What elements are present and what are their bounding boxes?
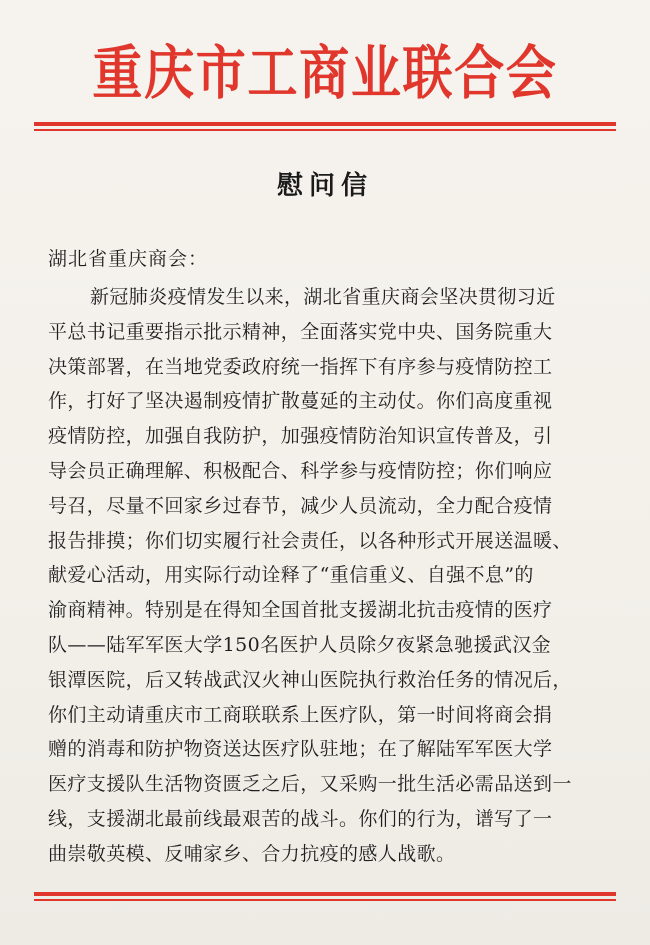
footer-rule-thick bbox=[34, 892, 616, 896]
body-line: 疫情防控，加强自我防护，加强疫情防治知识宣传普及，引 bbox=[48, 425, 553, 448]
letterhead-organization: 重庆市工商业联合会 bbox=[92, 39, 558, 107]
body-line: 渝商精神。特别是在得知全国首批支援湖北抗击疫情的医疗 bbox=[48, 599, 553, 622]
body-line: 赠的消毒和防护物资送达医疗队驻地；在了解陆军军医大学 bbox=[48, 738, 553, 761]
body-line: 作，打好了坚决遏制疫情扩散蔓延的主动仗。你们高度重视 bbox=[48, 390, 553, 413]
body-line: 医疗支援队生活物资匮乏之后，又采购一批生活必需品送到一 bbox=[48, 773, 572, 796]
body-line: 号召，尽量不回家乡过春节，减少人员流动，全力配合疫情 bbox=[48, 494, 553, 517]
body-line: 银潭医院，后又转战武汉火神山医院执行救治任务的情况后， bbox=[48, 668, 572, 691]
footer-rule-thin bbox=[34, 899, 616, 901]
body-line: 线，支援湖北最前线最艰苦的战斗。你们的行为，谱写了一 bbox=[48, 807, 553, 830]
body-line: 决策部署，在当地党委政府统一指挥下有序参与疫情防控工 bbox=[48, 355, 553, 378]
letter-salutation: 湖北省重庆商会： bbox=[48, 248, 209, 270]
body-line: 曲崇敬英模、反哺家乡、合力抗疫的感人战歌。 bbox=[48, 842, 456, 865]
letterhead-rule-thick bbox=[34, 122, 616, 126]
body-line: 队——陆军军医大学150名医护人员除夕夜紧急驰援武汉金 bbox=[48, 633, 552, 656]
letter-body bbox=[48, 280, 618, 872]
body-line: 平总书记重要指示批示精神，全面落实党中央、国务院重大 bbox=[48, 320, 553, 343]
letterhead-rule-thin bbox=[34, 129, 616, 131]
body-line: 献爱心活动，用实际行动诠释了“重信重义、自强不息”的 bbox=[48, 564, 534, 587]
letter-title: 慰问信 bbox=[276, 171, 373, 201]
body-line: 导会员正确理解、积极配合、科学参与疫情防控；你们响应 bbox=[48, 459, 553, 482]
body-line: 报告排摸；你们切实履行社会责任，以各种形式开展送温暖、 bbox=[48, 529, 572, 552]
body-line: 你们主动请重庆市工商联联系上医疗队，第一时间将商会捐 bbox=[48, 703, 553, 726]
body-line: 新冠肺炎疫情发生以来，湖北省重庆商会坚决贯彻习近 bbox=[90, 286, 556, 308]
